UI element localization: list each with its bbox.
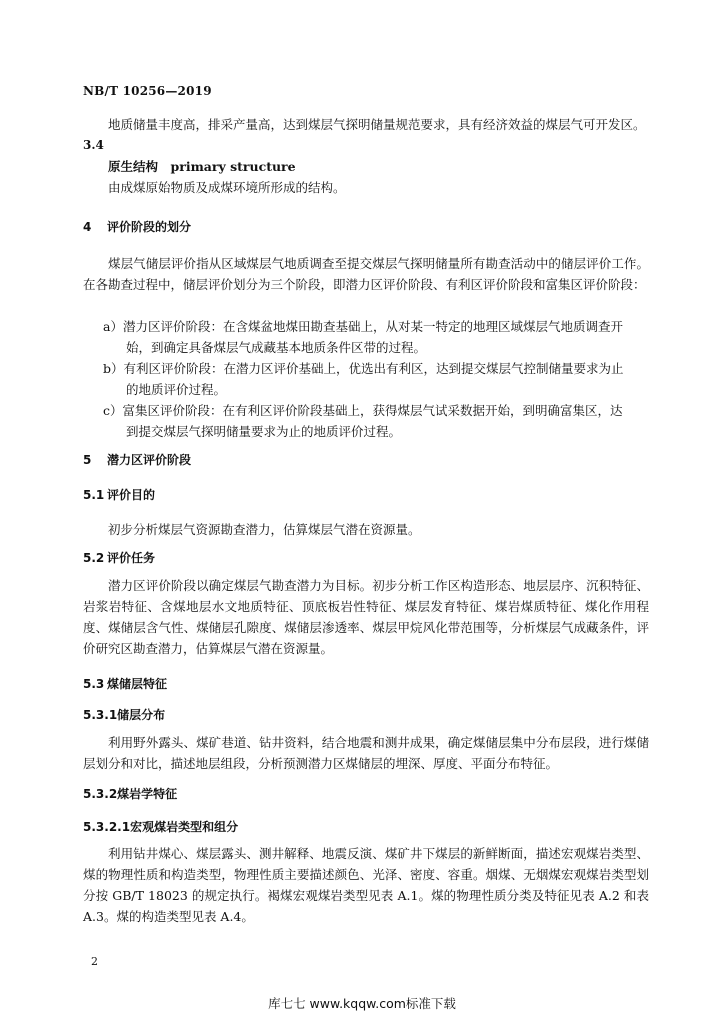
- standard-code-header: NB/T 10256—2019: [83, 84, 212, 98]
- section-title: 煤储层特征: [107, 677, 168, 691]
- section-number: 5.3: [83, 677, 105, 691]
- section-5-1-heading: [83, 486, 155, 503]
- section-4-heading: [83, 218, 191, 235]
- list-item-c: [103, 400, 649, 442]
- section-number: 5.3.1: [83, 708, 118, 722]
- section-title: 评价任务: [107, 551, 156, 565]
- section-5-3-heading: [83, 675, 167, 692]
- term-number: 3.4: [83, 138, 104, 152]
- page-number: 2: [91, 955, 98, 968]
- section-number: 5: [83, 453, 92, 467]
- section-5-3-2-heading: [83, 785, 177, 802]
- section-5-2-paragraph: 潜力区评价阶段以确定煤层气勘查潜力为目标。初步分析工作区构造形态、地层层序、沉积特征、岩浆岩特征、含煤地层水文地质特征、顶底板岩性特征、煤层发育特征、煤岩煤质特征、煤化作用程度、煤储层含气性、煤储层孔隙度、煤储层渗透率、煤层甲烷风化带范围等，分析煤层气成藏条件，评价研究区勘查潜力，估算煤层气潜在资源量。: [83, 578, 649, 656]
- section-5-3-2-1-paragraph: 利用钻井煤心、煤层露头、测井解释、地震反演、煤矿井下煤层的新鲜断面，描述宏观煤岩类型、煤的物理性质和构造类型，物理性质主要描述颜色、光泽、密度、容重。烟煤、无烟煤宏观煤岩类型划分按 GB/T 18023 的规定执行。褐煤宏观煤岩类型见表 A.1。煤的物理性质分类及特征见表 A.2 和表 A.3。煤的构造类型见表 A.4。: [83, 846, 649, 924]
- section-number: 5.2: [83, 551, 105, 565]
- section-number: 5.1: [83, 488, 105, 502]
- list-item-c-line2: 到提交煤层气探明储量要求为止的地质评价过程。: [126, 424, 402, 439]
- section-title: 评价目的: [107, 488, 156, 502]
- list-item-b: [103, 358, 649, 400]
- list-item-b-line2: 的地质评价过程。: [126, 382, 227, 397]
- intro-paragraph: 地质储量丰度高，排采产量高，达到煤层气探明储量规范要求，具有经济效益的煤层气可开发区。: [108, 117, 646, 132]
- section-title: 潜力区评价阶段: [107, 453, 192, 467]
- section-5-3-1-paragraph: 利用野外露头、煤矿巷道、钻井资料，结合地震和测井成果，确定煤储层集中分布层段，进行煤储层划分和对比，描述地层组段，分析预测潜力区煤储层的埋深、厚度、平面分布特征。: [83, 735, 649, 771]
- section-number: 5.3.2.1: [83, 820, 131, 834]
- section-title: 储层分布: [117, 708, 166, 722]
- term-title: 原生结构 primary structure: [108, 159, 296, 174]
- section-4-paragraph: 煤层气储层评价指从区域煤层气地质调查至提交煤层气探明储量所有勘查活动中的储层评价工作。在各勘查过程中，储层评价划分为三个阶段，即潜力区评价阶段、有利区评价阶段和富集区评价阶段：: [83, 256, 649, 292]
- section-title: 煤岩学特征: [117, 787, 178, 801]
- section-5-2-heading: [83, 549, 155, 566]
- list-item-a: [103, 316, 649, 358]
- section-5-heading: [83, 451, 191, 468]
- list-item-c-line1: c）富集区评价阶段：在有利区评价阶段基础上，获得煤层气试采数据开始，到明确富集区，达: [103, 403, 623, 418]
- section-5-3-2-1-heading: [83, 818, 238, 835]
- section-title: 评价阶段的划分: [107, 220, 192, 234]
- footer-watermark-text: 库七七 www.kqqw.com标准下载: [268, 996, 456, 1011]
- list-item-a-line1: a）潜力区评价阶段：在含煤盆地煤田勘查基础上，从对某一特定的地理区域煤层气地质调查开: [103, 319, 623, 334]
- section-5-1-paragraph: 初步分析煤层气资源勘查潜力，估算煤层气潜在资源量。: [108, 522, 421, 537]
- list-item-b-line1: b）有利区评价阶段：在潜力区评价基础上，优选出有利区，达到提交煤层气控制储量要求为止: [103, 361, 624, 376]
- section-title: 宏观煤岩类型和组分: [130, 820, 239, 834]
- list-item-a-line2: 始，到确定具备煤层气成藏基本地质条件区带的过程。: [126, 340, 427, 355]
- section-number: 5.3.2: [83, 787, 118, 801]
- section-number: 4: [83, 220, 92, 234]
- section-5-3-1-heading: [83, 706, 165, 723]
- term-definition: 由成煤原始物质及成煤环境所形成的结构。: [108, 180, 346, 195]
